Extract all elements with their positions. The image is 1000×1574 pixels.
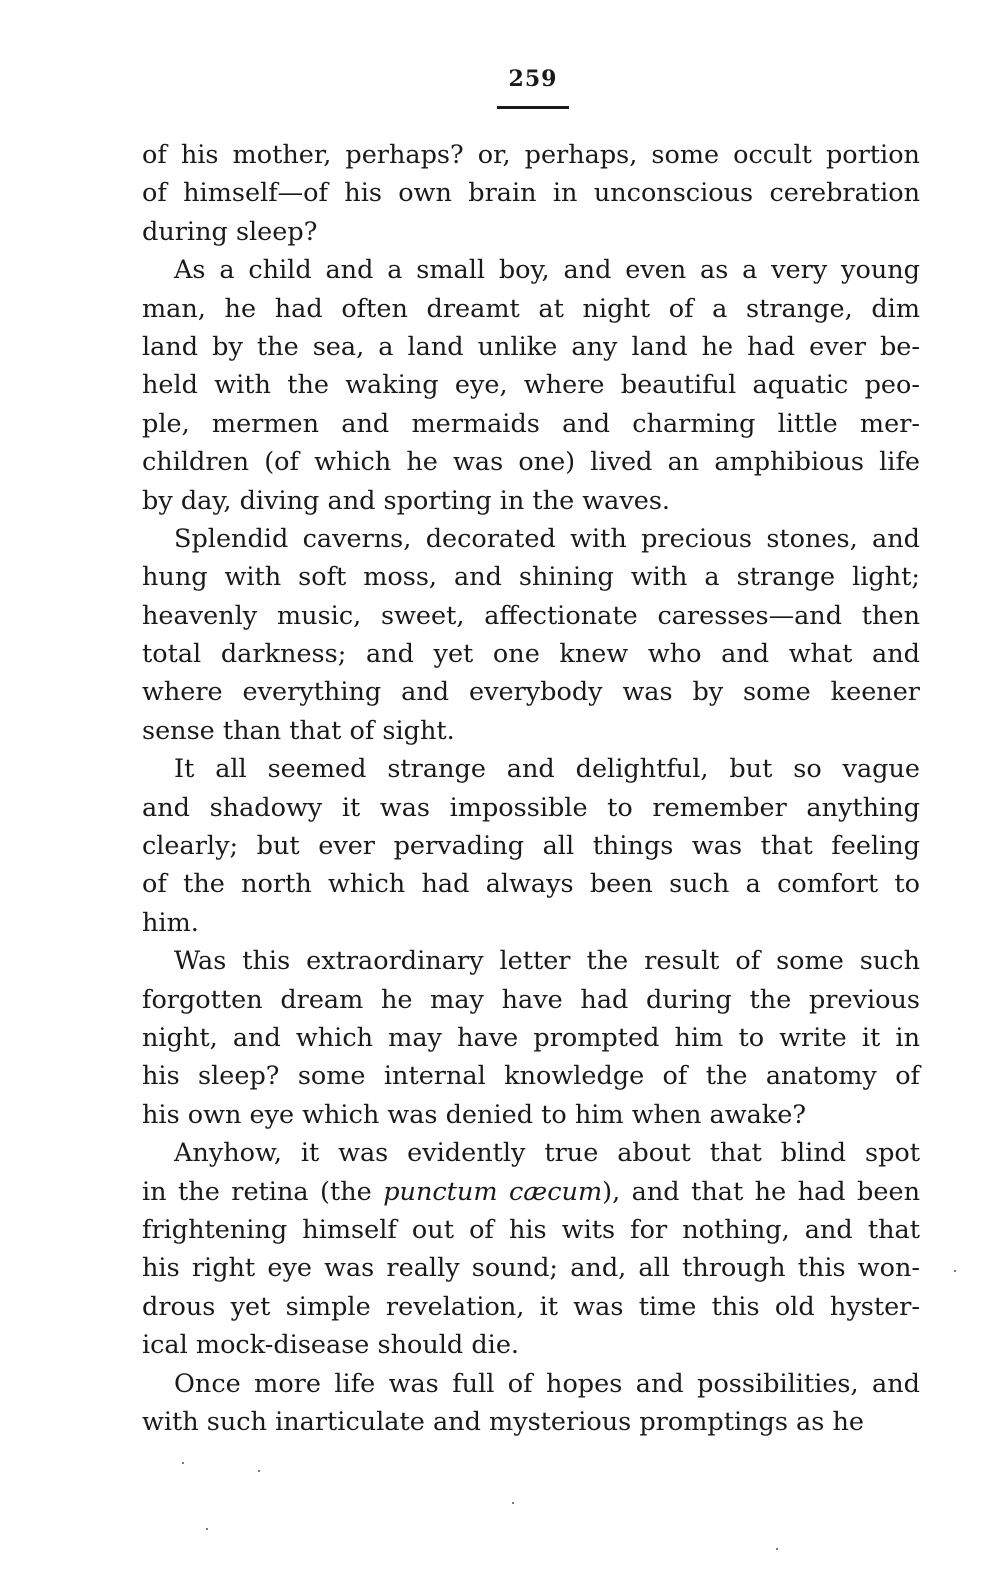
text-line: night, and which may have prompted him to write it in [142,1022,920,1053]
paragraph [142,251,920,520]
text-line: heavenly music, sweet, affectionate caresses—and then [142,600,920,631]
text-line: It all seemed strange and delightful, but so vague [174,754,920,785]
text-line: by day, diving and sporting in the waves. [142,485,671,516]
paragraph [142,942,920,1134]
text-line: his sleep? some internal knowledge of the anatomy of [142,1061,920,1092]
paragraph [142,136,920,251]
text-line: hung with soft moss, and shining with a strange light; [142,562,920,593]
print-speck [512,1502,514,1504]
latin-term: punctum cæcum [383,1176,603,1207]
page-number-rule [497,106,569,109]
text-line: Anyhow, it was evidently true about that blind spot [174,1138,920,1169]
text-line: Once more life was full of hopes and possibilities, and [174,1368,920,1399]
text-line: his own eye which was denied to him when awake? [142,1099,807,1130]
text-line: land by the sea, a land unlike any land he had ever be- [142,331,920,362]
text-line: man, he had often dreamt at night of a strange, dim [142,293,920,324]
text-line: ical mock-disease should die. [142,1330,520,1361]
print-speck [182,1462,184,1464]
text-line: children (of which he was one) lived an amphibious life [142,447,920,478]
text-line: forgotten dream he may have had during the previous [142,984,920,1015]
text-line: frightening himself out of his wits for nothing, and that [142,1214,920,1245]
text-line: his right eye was really sound; and, all through this won- [142,1253,920,1284]
text-line: drous yet simple revelation, it was time this old hyster- [142,1291,920,1322]
print-speck [954,1270,956,1272]
body-text [142,136,920,1441]
page-number: 259 [508,66,558,92]
text-line: Splendid caverns, decorated with precious stones, and [174,523,920,554]
text-line: ple, mermen and mermaids and charming little mer- [142,408,920,439]
text-line: Was this extraordinary letter the result of some such [174,946,920,977]
text-line: with such inarticulate and mysterious promptings as he [142,1406,864,1437]
text-line: and shadowy it was impossible to remember anything [142,792,920,823]
text-line: held with the waking eye, where beautiful aquatic peo- [142,370,920,401]
paragraph [142,1134,920,1364]
paragraph [142,750,920,942]
text-line: clearly; but ever pervading all things was that feeling [142,831,920,862]
text-line: of the north which had always been such a comfort to [142,869,920,900]
print-speck [206,1528,208,1530]
text-line: where everything and everybody was by some keener [142,677,920,708]
text-line: of his mother, perhaps? or, perhaps, some occult portion [142,140,920,170]
text-line: As a child and a small boy, and even as a very young [174,255,920,286]
text-line: sense than that of sight. [142,715,455,746]
paragraph [142,1365,920,1442]
text-line: him. [142,907,199,938]
text-line: in the retina (the punctum cæcum), and that he had been [142,1176,920,1207]
paragraph [142,520,920,750]
text-line: total darkness; and yet one knew who and what and [142,639,920,670]
print-speck [776,1548,778,1550]
text-line: of himself—of his own brain in unconscious cerebration [142,178,920,209]
print-speck [258,1470,260,1472]
text-line: during sleep? [142,216,318,247]
